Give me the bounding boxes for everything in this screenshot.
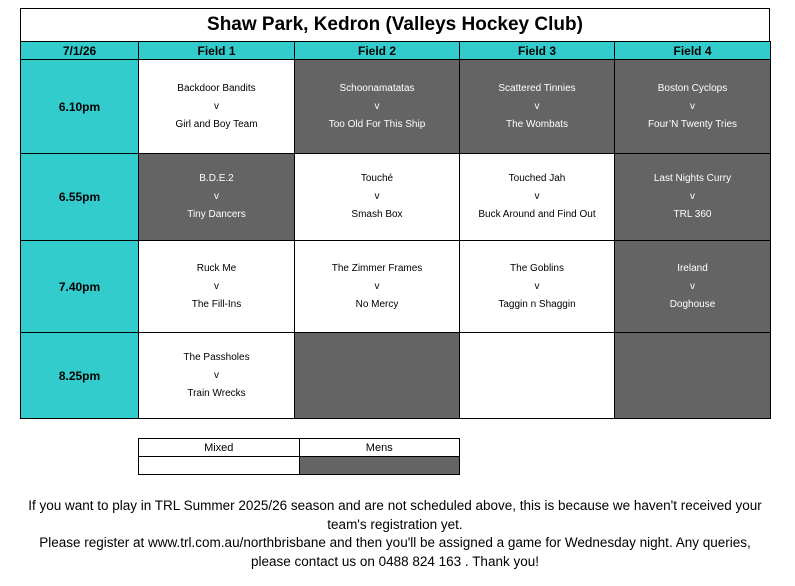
time-slot: 7.40pm: [21, 241, 139, 333]
home-team: Last Nights Curry: [653, 173, 732, 184]
game-cell: [615, 241, 771, 333]
legend-mens-swatch: [299, 457, 460, 475]
home-team: Schoonamatatas: [339, 82, 415, 94]
time-slot-row: [21, 333, 771, 419]
away-team: Train Wrecks: [187, 387, 246, 399]
away-team: [615, 385, 770, 403]
away-team: Tiny Dancers: [187, 209, 246, 220]
versus-label: v: [690, 191, 695, 202]
away-team: Taggin n Shaggin: [498, 298, 576, 310]
field-1-header: Field 1: [139, 42, 295, 60]
time-slot: 6.10pm: [21, 60, 139, 154]
home-team: The Goblins: [510, 262, 564, 274]
game-cell: [295, 241, 460, 333]
game-cell: [460, 60, 615, 154]
versus-label: v: [534, 100, 540, 112]
game-cell: [460, 333, 615, 419]
away-team: Smash Box: [351, 209, 403, 220]
legend-mens-label: Mens: [299, 439, 460, 457]
home-team: Ireland: [677, 262, 708, 274]
versus-label: v: [690, 280, 695, 292]
game-cell: [460, 154, 615, 241]
versus-label: v: [534, 191, 540, 202]
home-team: Boston Cyclops: [657, 82, 728, 94]
versus-label: v: [214, 191, 219, 202]
home-team: The Zimmer Frames: [331, 262, 423, 274]
game-cell: [615, 154, 771, 241]
time-slot: 6.55pm: [21, 154, 139, 241]
away-team: [295, 385, 459, 403]
home-team: [615, 349, 770, 367]
fixture-table: [20, 41, 771, 419]
date-header: 7/1/26: [21, 42, 139, 60]
game-cell: [139, 154, 295, 241]
legend-table: [138, 438, 460, 475]
home-team: Ruck Me: [196, 262, 237, 274]
home-team: B.D.E.2: [199, 173, 234, 184]
time-slot-row: [21, 60, 771, 154]
away-team: No Mercy: [355, 298, 399, 310]
versus-label: v: [214, 100, 219, 112]
away-team: Too Old For This Ship: [328, 118, 426, 130]
game-cell: [139, 333, 295, 419]
home-team: Touché: [360, 173, 394, 184]
game-cell: [460, 241, 615, 333]
legend-mixed-label: Mixed: [139, 439, 300, 457]
game-cell: [295, 333, 460, 419]
versus-label: [460, 367, 614, 385]
time-slot: 8.25pm: [21, 333, 139, 419]
game-cell: [295, 60, 460, 154]
game-cell: [615, 333, 771, 419]
versus-label: v: [214, 280, 219, 292]
field-3-header: Field 3: [460, 42, 615, 60]
home-team: [460, 349, 614, 367]
field-2-header: Field 2: [295, 42, 460, 60]
game-cell: [295, 154, 460, 241]
versus-label: [295, 367, 459, 385]
away-team: Doghouse: [669, 298, 716, 310]
away-team: TRL 360: [673, 209, 712, 220]
versus-label: v: [374, 100, 380, 112]
home-team: Backdoor Bandits: [177, 82, 256, 94]
away-team: The Wombats: [505, 118, 569, 130]
away-team: Buck Around and Find Out: [478, 209, 596, 220]
footer-notice: [20, 497, 770, 571]
home-team: The Passholes: [183, 351, 250, 363]
footer-line-1: If you want to play in TRL Summer 2025/26 season and are not scheduled above, this is because we haven't received your team's registration yet.: [28, 498, 762, 532]
field-4-header: Field 4: [615, 42, 771, 60]
versus-label: v: [690, 100, 695, 112]
home-team: Touched Jah: [508, 173, 566, 184]
legend-mixed-swatch: [139, 457, 300, 475]
versus-label: [615, 367, 770, 385]
fixture-sheet: [20, 8, 770, 419]
time-slot-row: [21, 154, 771, 241]
header-row: [21, 42, 771, 60]
time-slot-row: [21, 241, 771, 333]
away-team: Girl and Boy Team: [175, 118, 258, 130]
versus-label: v: [374, 191, 380, 202]
game-cell: [139, 60, 295, 154]
page-title: Shaw Park, Kedron (Valleys Hockey Club): [20, 8, 770, 41]
home-team: Scattered Tinnies: [498, 82, 576, 94]
footer-line-2: Please register at www.trl.com.au/northbrisbane and then you'll be assigned a game for Wednesday night. Any queries, please contact us on 0488 824 163 . Thank you!: [39, 535, 751, 569]
versus-label: v: [214, 369, 219, 381]
away-team: Four’N Twenty Tries: [647, 118, 738, 130]
versus-label: v: [534, 280, 540, 292]
game-cell: [615, 60, 771, 154]
versus-label: v: [374, 280, 380, 292]
away-team: The Fill-Ins: [191, 298, 242, 310]
game-cell: [139, 241, 295, 333]
away-team: [460, 385, 614, 403]
home-team: [295, 349, 459, 367]
